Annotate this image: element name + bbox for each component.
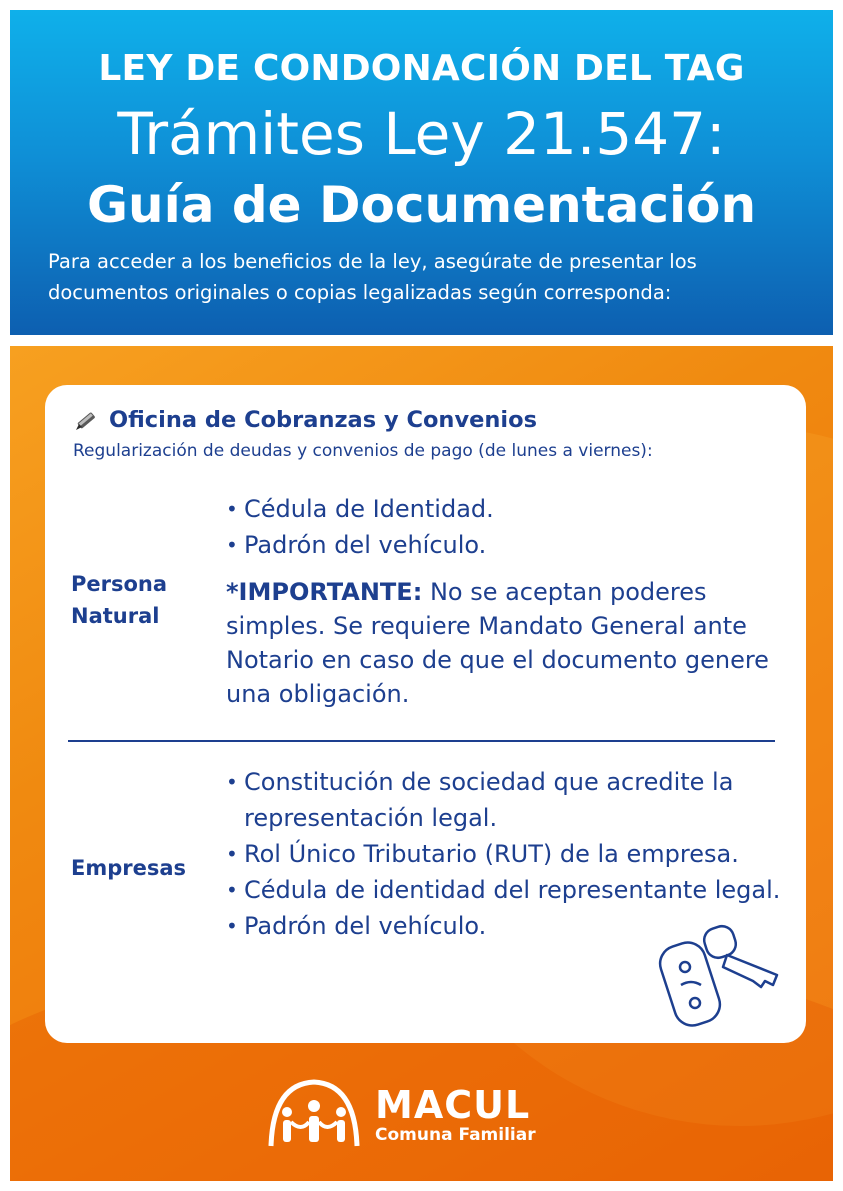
empresas-label: Empresas xyxy=(71,856,187,880)
car-key-icon xyxy=(655,915,785,1030)
brand-name: MACUL xyxy=(375,1082,531,1127)
list-item: • Cédula de Identidad. xyxy=(226,491,786,527)
list-item: • Cédula de identidad del representante legal. xyxy=(226,872,786,908)
list-item: • Constitución de sociedad que acredite la representación legal. xyxy=(226,764,786,836)
important-text: No se aceptan poderes simples. Se requiere Mandato General ante Notario en caso de que el documento genere una obligación. xyxy=(226,578,769,708)
list-item: • Padrón del vehículo. xyxy=(226,527,786,563)
guide-title: Guía de Documentación xyxy=(86,176,757,234)
office-name: Oficina de Cobranzas y Convenios xyxy=(109,407,537,433)
law-title: LEY DE CONDONACIÓN DEL TAG xyxy=(98,48,745,89)
brand-tagline: Comuna Familiar xyxy=(375,1124,536,1145)
intro-text: Para acceder a los beneficios de la ley, asegúrate de presentar los documentos originales o copias legalizadas según corresponda: xyxy=(48,250,697,304)
persona-natural-list xyxy=(226,491,786,563)
documents-card xyxy=(45,385,806,1043)
pen-icon xyxy=(73,407,99,433)
list-item: • Padrón del vehículo. xyxy=(226,908,786,944)
card-subtitle: Regularización de deudas y convenios de pago (de lunes a viernes): xyxy=(73,441,653,461)
section-divider xyxy=(68,740,775,742)
important-label: *IMPORTANTE: xyxy=(226,578,423,606)
macul-logo xyxy=(265,1072,585,1157)
logo-text xyxy=(375,1082,536,1145)
family-logo-icon xyxy=(265,1076,363,1154)
procedures-title: Trámites Ley 21.547: xyxy=(117,100,726,168)
header-banner xyxy=(10,10,833,335)
list-item: • Rol Único Tributario (RUT) de la empresa. xyxy=(226,836,786,872)
important-note xyxy=(226,575,786,711)
card-title xyxy=(73,407,537,433)
persona-natural-label: Persona Natural xyxy=(71,572,168,628)
